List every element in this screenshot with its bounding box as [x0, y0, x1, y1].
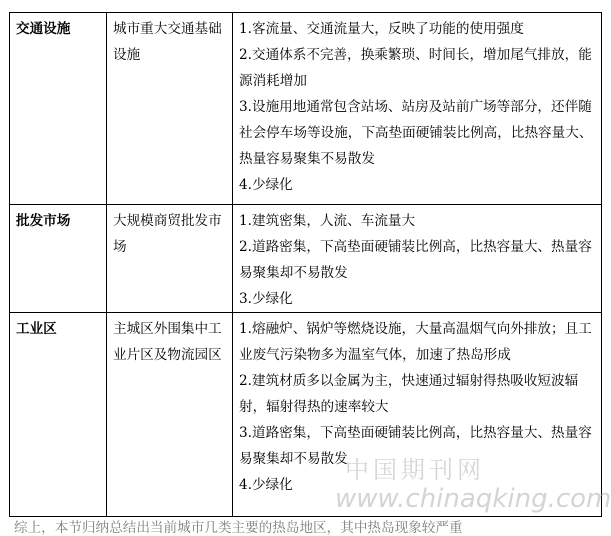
features-cell [233, 205, 602, 313]
category-cell: 交通设施 [10, 13, 107, 205]
category-cell: 工业区 [10, 313, 107, 517]
feature-item: 3.道路密集，下高垫面硬铺装比例高，比热容量大、热量容易聚集却不易散发 [239, 425, 592, 467]
table-row-wholesale [10, 205, 602, 313]
feature-item: 1.客流量、交通流量大，反映了功能的使用强度 [239, 21, 524, 37]
category-cell: 批发市场 [10, 205, 107, 313]
features-cell [233, 313, 602, 517]
feature-item: 2.建筑材质多以金属为主，快速通过辐射得热吸收短波辐射，辐射得热的速率较大 [239, 373, 579, 415]
table-row-industrial [10, 313, 602, 517]
features-cell [233, 13, 602, 205]
heat-island-table [9, 12, 602, 517]
feature-item: 2.道路密集，下高垫面硬铺装比例高，比热容量大、热量容易聚集却不易散发 [239, 239, 592, 281]
watermark-url: www.chinaqking.com [335, 484, 611, 514]
footer-paragraph: 综上，本节归纳总结出当前城市几类主要的热岛地区，其中热岛现象较严重 [14, 520, 463, 536]
feature-item: 4.少绿化 [239, 177, 293, 193]
feature-item: 2.交通体系不完善，换乘繁琐、时间长，增加尾气排放，能源消耗增加 [239, 47, 592, 89]
feature-item: 1.熔融炉、锅炉等燃烧设施，大量高温烟气向外排放；且工业废气污染物多为温室气体，加速了热岛形成 [239, 321, 592, 363]
table-row-transport [10, 13, 602, 205]
feature-item: 3.少绿化 [239, 291, 293, 307]
location-cell: 城市重大交通基础设施 [107, 13, 233, 205]
location-cell: 主城区外围集中工业片区及物流园区 [107, 313, 233, 517]
feature-item: 1.建筑密集，人流、车流量大 [239, 213, 416, 229]
feature-item: 3.设施用地通常包含站场、站房及站前广场等部分，还伴随社会停车场等设施，下高垫面硬铺装比例高，比热容量大、热量容易聚集不易散发 [239, 99, 593, 167]
location-cell: 大规模商贸批发市场 [107, 205, 233, 313]
watermark-chinese: 中国期刊网 [345, 456, 485, 484]
feature-item: 4.少绿化 [239, 477, 293, 493]
